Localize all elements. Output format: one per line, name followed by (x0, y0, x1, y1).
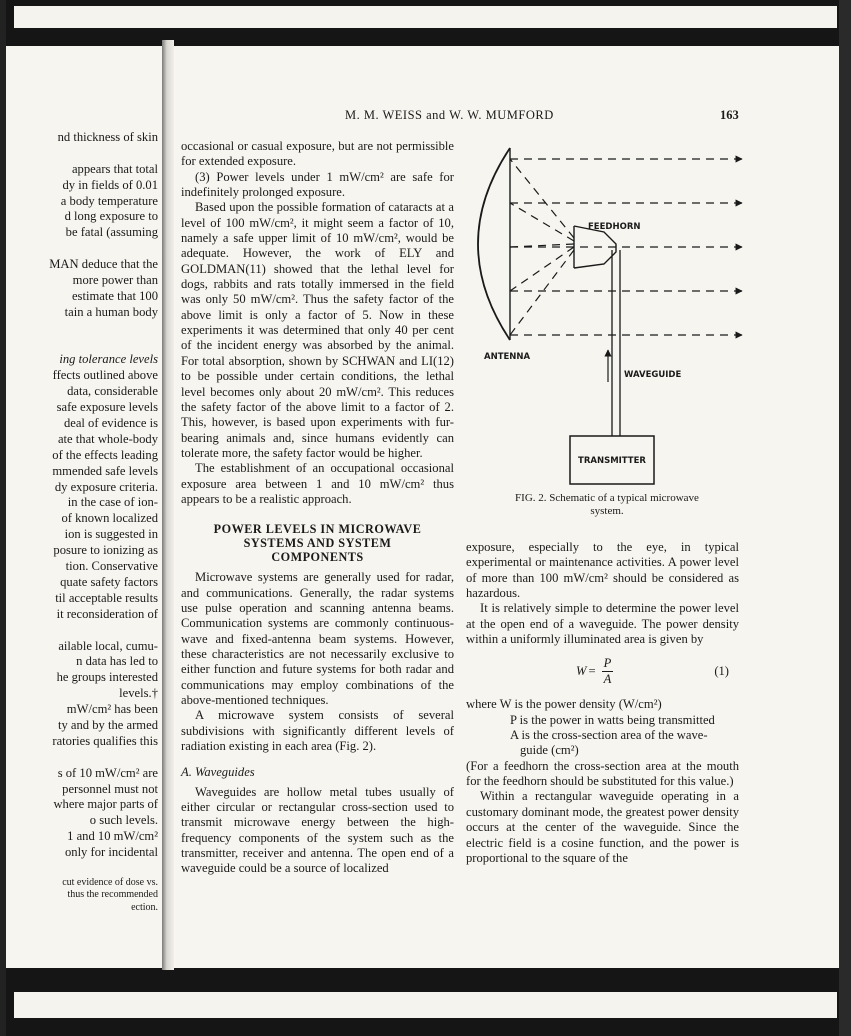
caption-line: FIG. 2. Schematic of a typical microwave (515, 492, 699, 504)
eq-denominator: A (603, 671, 612, 686)
left-page-line (8, 146, 158, 162)
heading-line: SYSTEMS AND SYSTEM (243, 536, 392, 551)
left-page-line: 1 and 10 mW/cm² (67, 829, 158, 844)
left-page-line: only for incidental (64, 845, 158, 860)
eq-equals: = (588, 663, 596, 678)
antenna-dish (478, 148, 510, 340)
paragraph: It is relatively simple to determine the power level at the open end of a waveguide. The power density within a uniformly illuminated area is given by (466, 601, 739, 647)
ray (510, 159, 574, 238)
label-antenna: ANTENNA (484, 352, 531, 362)
waveguide (612, 250, 620, 436)
paragraph: Within a rectangular waveguide operating in a customary dominant mode, the greatest power density occurs at the center of the waveguide. Since the electric field is a cosine function, and the power is proportional to the square of the (466, 789, 739, 865)
label-transmitter: TRANSMITTER (578, 456, 646, 466)
equation-number: (1) (714, 663, 729, 678)
left-page-line: of the effects leading (52, 447, 158, 462)
left-page-line (8, 241, 158, 257)
left-page-line: appears that total (71, 161, 158, 176)
left-page-footnote-line: cut evidence of dose vs. (62, 876, 158, 888)
left-page-line: ailable local, cumu- (58, 638, 158, 653)
paragraph: occasional or casual exposure, but are not permissible for extended exposure. (181, 139, 454, 169)
equation-1 (466, 651, 739, 691)
ray (510, 247, 574, 291)
left-page-line: ing tolerance levels (59, 352, 158, 367)
left-page-line: posure to ionizing as (53, 543, 158, 558)
page-number: 163 (720, 108, 739, 122)
left-page-line: nd thickness of skin (57, 130, 158, 144)
left-page-line: dy exposure criteria. (54, 479, 158, 494)
left-page-fragments (8, 130, 158, 914)
left-page-line: in the case of ion- (67, 495, 158, 510)
label-feedhorn: FEEDHORN (588, 222, 641, 232)
paragraph: Microwave systems are generally used for radar, and communications. Generally, the radar systems use pulse operation and scanning antenna beams. Communication systems are commonly continuous-wave and fixed-antenna beam systems. However, these characteristics are not necessarily exclusive to either function and future systems for both radar and communications may employ combinations of the above-mentioned techniques. (181, 570, 454, 707)
paragraph: (For a feedhorn the cross-section area at the mouth for the feedhorn should be substituted for this value.) (466, 758, 739, 789)
left-page-line: mW/cm² has been (66, 702, 158, 717)
column-right (466, 540, 739, 866)
left-page-line: he groups interested (56, 670, 158, 685)
scan-edge-left (0, 0, 6, 1036)
caption-line: system. (590, 505, 624, 517)
heading-line: COMPONENTS (271, 550, 364, 565)
left-page-line: ty and by the armed (57, 717, 158, 732)
ray (510, 203, 574, 241)
left-page-line (8, 861, 158, 877)
left-page-line: ratories qualifies this (52, 733, 158, 748)
heading-line: POWER LEVELS IN MICROWAVE (213, 522, 422, 537)
left-page-footnote-line: ection. (131, 901, 158, 913)
left-page-line: a body temperature (60, 193, 158, 208)
book-gutter (162, 40, 174, 970)
scan-edge-right (839, 0, 851, 1036)
left-page-line (8, 623, 158, 639)
left-page-line: n data has led to (76, 654, 158, 669)
paragraph: (3) Power levels under 1 mW/cm² are safe for indefinitely prolonged exposure. (181, 169, 454, 200)
column-left (181, 139, 454, 877)
left-page-line: safe exposure levels (56, 400, 158, 415)
eq-numerator: P (603, 655, 612, 670)
left-page-line: s of 10 mW/cm² are (57, 765, 158, 780)
left-page-line: personnel must not (62, 781, 158, 796)
left-page-line (8, 337, 158, 353)
left-page-line: be fatal (assuming (65, 225, 158, 240)
running-header: M. M. WEISS and W. W. MUMFORD (345, 108, 554, 122)
left-page-line: til acceptable results (55, 590, 158, 605)
left-page-line: it reconsideration of (56, 606, 158, 621)
left-page-footnote-line: thus the recommended (67, 889, 158, 901)
left-page-line: more power than (72, 273, 158, 288)
left-page-line: deal of evidence is (63, 416, 158, 431)
left-page-line (8, 750, 158, 766)
where-line: guide (cm²) (520, 743, 579, 758)
left-page-line: tain a human body (64, 304, 158, 319)
left-page-line: ate that whole-body (57, 431, 158, 446)
where-line: A is the cross-section area of the wave- (510, 728, 708, 743)
eq-lhs: W (576, 663, 587, 678)
left-page-line: MAN deduce that the (49, 257, 158, 272)
left-page-line: dy in fields of 0.01 (62, 177, 158, 192)
left-page-line: quate safety factors (60, 574, 158, 589)
paragraph: Based upon the possible formation of cataracts at a level of 100 mW/cm², it might seem a factor of 10, namely a safe upper limit of 10 mW/cm², would be adequate. However, the work of ELY and GOLDMAN(11) showed that the lethal level for dogs, rabbits and rats totally immersed in the field was only 50 mW/cm². Thus the safety factor of the above limit is only a factor of 5. Now in these experiments it was determined that only 40 per cent of the incident energy was absorbed by the animal. For total absorption, shown by SCHWAN and LI(12) to be possible under certain conditions, the lethal level becomes only about 20 mW/cm². This reduces the safety factor of the above limit to a factor of 2. This, however, is based upon experiments with fur-bearing animals and, since humans evidently can tolerate more, the safety factor would be higher. (181, 200, 454, 460)
scan-border-bottom (0, 968, 851, 1036)
label-waveguide: WAVEGUIDE (624, 370, 682, 380)
paragraph: The establishment of an occupational occasional exposure area between 1 and 10 mW/cm² thus appears to be a realistic approach. (181, 461, 454, 506)
left-page-line: levels.† (119, 686, 158, 701)
paragraph: exposure, especially to the eye, in typical experimental or maintenance activities. A power level of more than 100 mW/cm² should be considered as hazardous. (466, 540, 739, 601)
paragraph: A microwave system consists of several subdivisions with significantly different levels of radiation existing in each area (Fig. 2). (181, 708, 454, 754)
left-page-line: d long exposure to (64, 209, 158, 224)
left-page-line: where major parts of (53, 797, 158, 812)
section-heading (181, 522, 454, 564)
scan-border-top (0, 0, 851, 46)
ray (510, 250, 574, 335)
left-page-line: ffects outlined above (52, 368, 158, 383)
left-page-line: estimate that 100 (71, 288, 158, 303)
paragraph: Waveguides are hollow metal tubes usually of either circular or rectangular cross-section used to transmit microwave energy between the high-frequency components of the system such as the transmitter, receiver and antenna. The open end of a waveguide could be a source of localized (181, 784, 454, 876)
left-page-line: of known localized (61, 511, 158, 526)
left-page-line: o such levels. (89, 813, 158, 828)
left-page-line: data, considerable (67, 384, 158, 399)
figure-caption (466, 492, 748, 518)
where-line: P is the power in watts being transmitted (510, 712, 715, 727)
figure-microwave-schematic (466, 140, 748, 530)
left-page-line: mmended safe levels (52, 463, 158, 478)
left-page-line: tion. Conservative (65, 559, 158, 574)
left-page-line (8, 321, 158, 337)
where-line: where W is the power density (W/cm²) (466, 697, 662, 712)
subsection-heading: A. Waveguides (181, 765, 255, 780)
left-page-line: ion is suggested in (64, 527, 158, 542)
